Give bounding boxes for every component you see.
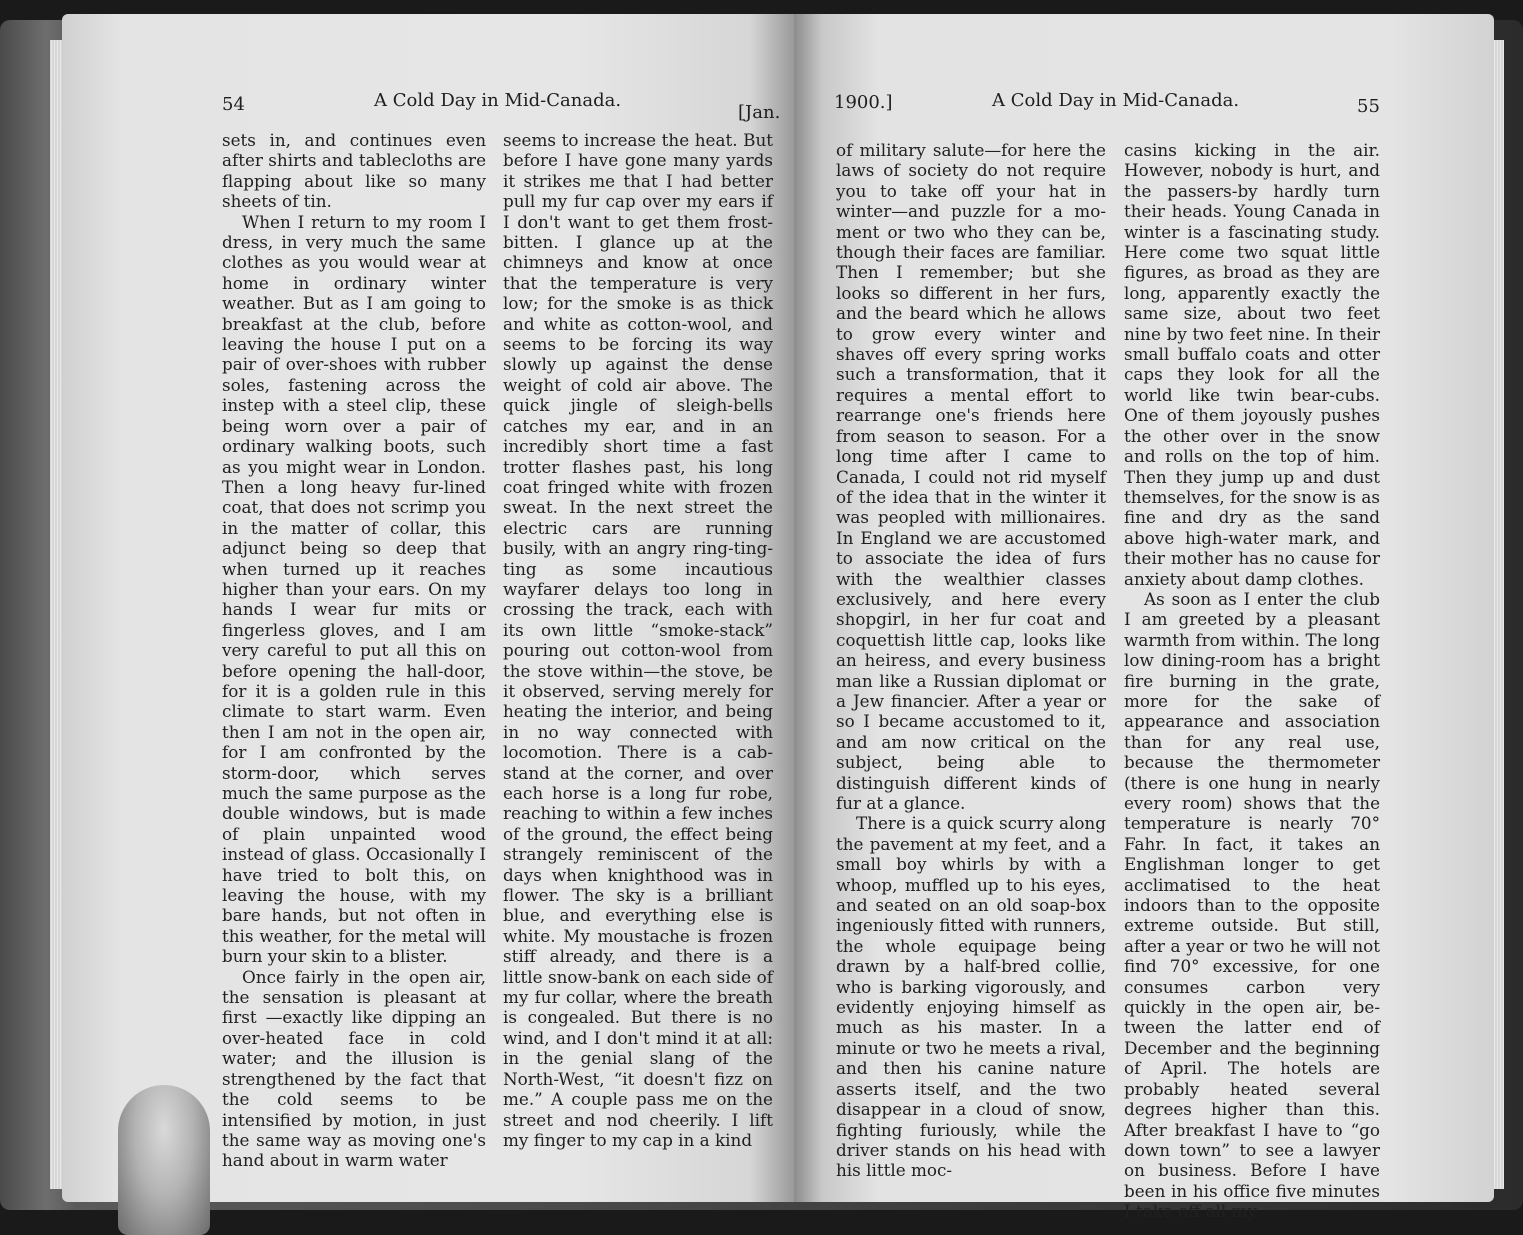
paragraph: of military salute—for here the laws of society do not require you to take off your hat in winter—and puzzle for a moment or two who they can be, though their faces are familiar. Then I remember; but she looks so different in her furs, and the beard which he allows to grow every winter and shaves off every spring works such a transformation, that it requires a mental effort to rearrange one's friends here from season to season. For a long time after I came to Canada, I could not rid myself of the idea that in the winter it was peopled with millionaires. In England we are accustomed to associate the idea of furs with the wealthier classes exclusively, and here every shopgirl, in her fur coat and coquettish little cap, looks like an heiress, and every business man like a Russian diplomat or a Jew financier. After a year or so I became accustomed to it, and am now critical on the subject, being able to distinguish different kinds of fur at a glance. [836, 140, 1106, 813]
paragraph: As soon as I enter the club I am greeted by a pleasant warmth from within. The long low dining-room has a bright fire burning in the grate, more for the sake of appearance and association than for any real use, because the thermometer (there is one hung in nearly every room) shows that the temperature is nearly 70° Fahr. In fact, it takes an Englishman longer to get acclimatised to the heat indoors than to the opposite extreme outside. But still, after a year or two he will not find 70° excessive, for one consumes carbon very quickly in the open air, between the latter end of December and the beginning of April. The hotels are probably heated several degrees higher than this. After breakfast I have to “go down town” to see a lawyer on business. Before I have been in his office five minutes I take off all my [1124, 588, 1380, 1222]
paragraph: seems to increase the heat. But before I have gone many yards it strikes me that I had better pull my fur cap over my ears if I don't want to get them frost-bitten. I glance up at the chimneys and know at once that the temperature is very low; for the smoke is as thick and white as cotton-wool, and seems to be forcing its way slowly up against the dense weight of cold air above. The quick jingle of sleigh-bells catches my ear, and in an incredibly short time a fast trotter flashes past, his long coat fringed white with frozen sweat. In the next street the electric cars are running busily, with an angry ring-ting-ting as some incautious wayfarer delays too long in crossing the track, each with its own little “smoke-stack” pouring out cotton-wool from the stove within—the stove, be it observed, serving merely for heating the interior, and being in no way connected with locomotion. There is a cab-stand at the corner, and over each horse is a long fur robe, reaching to within a few inches of the ground, the effect being strangely reminiscent of the days when knighthood was in flower. The sky is a brilliant blue, and everything else is white. My moustache is frozen stiff already, and there is a little snow-bank on each side of my fur collar, where the breath is congealed. But there is no wind, and I don't mind it at all: in the genial slang of the North-West, “it doesn't fizz on me.” A couple pass me on the street and nod cheerily. I lift my finger to my cap in a kind [503, 130, 773, 1150]
paragraph: There is a quick scurry along the pavement at my feet, and a small boy whirls by with a whoop, muffled up to his eyes, and seated on an old soap-box ingeniously fitted with runners, the whole equipage being drawn by a half-bred collie, who is barking vigorously, and evidently enjoying himself as much as his master. In a minute or two he meets a rival, and then his canine nature asserts itself, and the two disappear in a cloud of snow, fighting furiously, while the driver stands on his head with his little moc- [836, 813, 1106, 1181]
paragraph: Once fairly in the open air, the sensation is pleasant at first —exactly like dipping an over-heated face in cold water; and the illusion is strengthened by the fact that the cold seems to be intensified by motion, in just the same way as moving one's hand about in warm water [222, 966, 486, 1171]
left-column-2 [503, 130, 773, 1150]
paragraph: When I return to my room I dress, in very much the same clothes as you would wear at home in ordinary winter weather. But as I am going to breakfast at the club, before leaving the house I put on a pair of over-shoes with rubber soles, fastening across the instep with a steel clip, these being worn over a pair of ordinary walking boots, such as you might wear in London. Then a long heavy fur-lined coat, that does not scrimp you in the matter of collar, this adjunct being so deep that when turned up it reaches higher than your ears. On my hands I wear fur mits or fingerless gloves, and I am very careful to put all this on before opening the hall-door, for it is a golden rule in this climate to start warm. Even then I am not in the open air, for I am confronted by the storm-door, which serves much the same purpose as the double windows, but is made of plain unpainted wood instead of glass. Occasionally I have tried to bolt this, on leaving the house, with my bare hands, but not often in this weather, for the metal will burn your skin to a blister. [222, 211, 486, 967]
left-page [62, 14, 794, 1202]
holding-thumb [118, 1085, 210, 1235]
left-running-title: A Cold Day in Mid-Canada. [374, 90, 622, 111]
right-page-number: 55 [1357, 96, 1380, 117]
right-running-title: A Cold Day in Mid-Canada. [992, 90, 1240, 111]
paragraph: casins kicking in the air. However, nobody is hurt, and the passers-by hardly turn their heads. Young Canada in winter is a fascinating study. Here come two squat little figures, as broad as they are long, apparently exactly the same size, about two feet nine by two feet nine. In their small buffalo coats and otter caps they look for all the world like twin bear-cubs. One of them joyously pushes the other over in the snow and rolls on the top of him. Then they jump up and dust themselves, for the snow is as fine and dry as the sand above high-water mark, and their mother has no cause for anxiety about damp clothes. [1124, 140, 1380, 589]
right-year-marker: 1900.] [834, 92, 893, 113]
paragraph: sets in, and continues even after shirts and tablecloths are flapping about like so many sheets of tin. [222, 130, 486, 212]
left-column-1 [222, 130, 486, 1171]
right-page [794, 14, 1494, 1222]
left-page-number: 54 [222, 94, 245, 115]
right-column-2 [1124, 140, 1380, 1222]
right-column-1 [836, 140, 1106, 1181]
left-month-marker: [Jan. [738, 102, 781, 123]
